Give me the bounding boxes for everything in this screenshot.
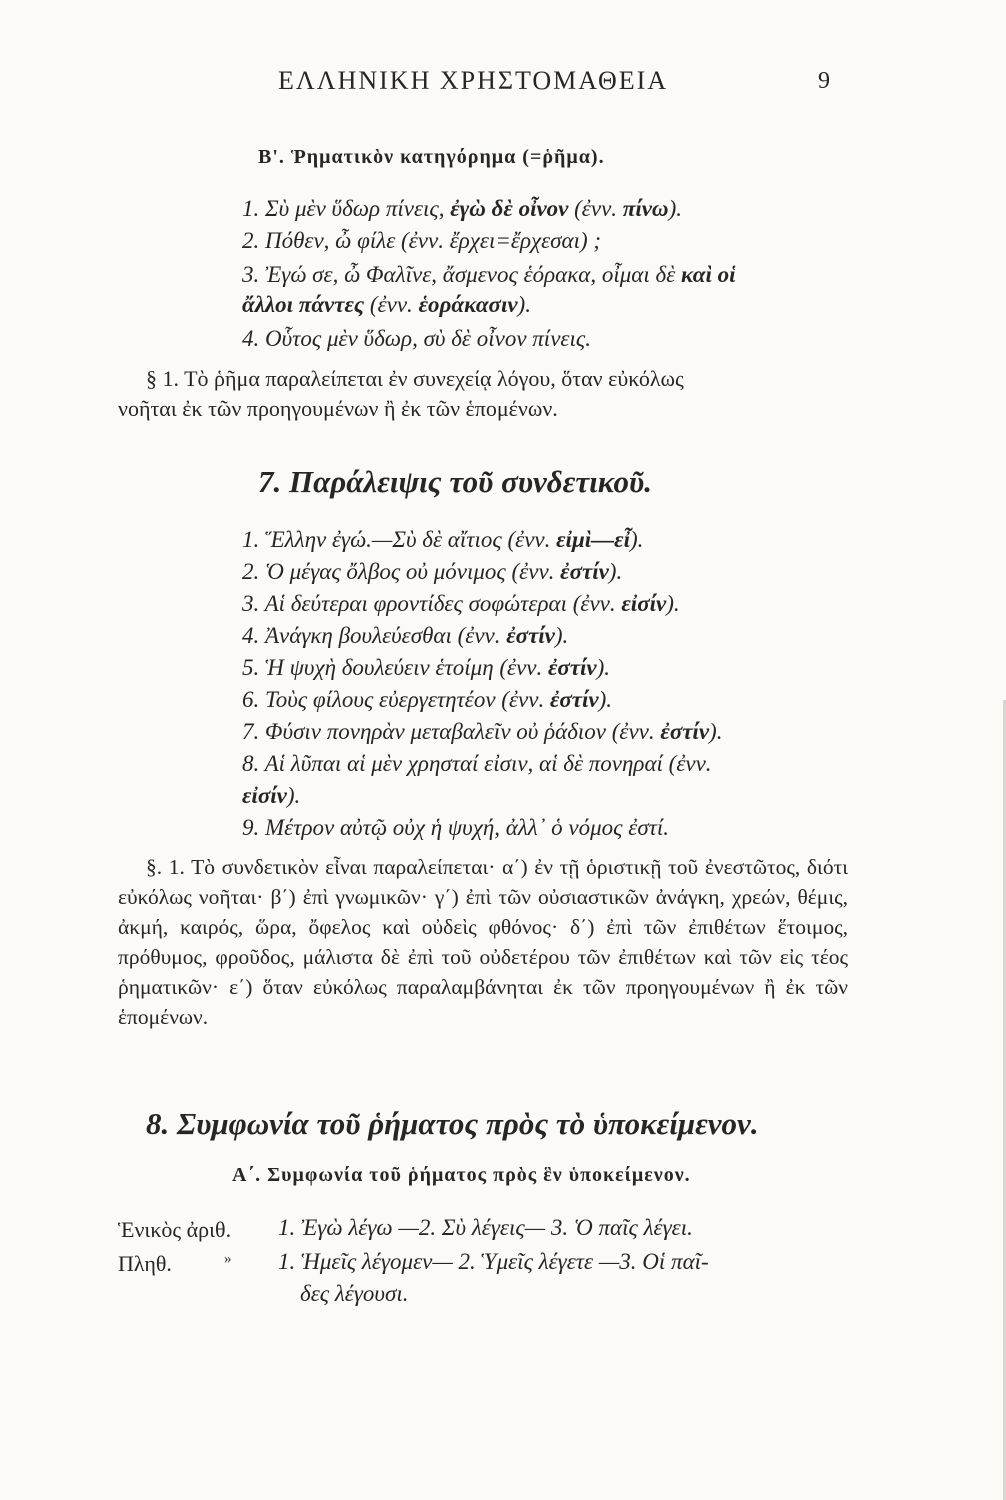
example-end: ). bbox=[666, 591, 680, 616]
example-end: ). bbox=[554, 623, 569, 648]
example-text: 2. Πόθεν, ὦ φίλε (ἐνν. ἔρχει=ἔρχεσαι) ; bbox=[242, 228, 602, 253]
example-line bbox=[242, 623, 568, 649]
example-text: 1. Ἕλλην ἐγώ.—Σὺ δὲ αἴτιος (ἐνν. bbox=[242, 527, 557, 552]
conjugation-line: 1. Ἐγὼ λέγω —2. Σὺ λέγεις— 3. Ὁ παῖς λέγει. bbox=[278, 1215, 693, 1240]
section-8-heading: 8. Συμφωνία τοῦ ῥήματος πρὸς τὸ ὑποκείμενον. bbox=[146, 1106, 759, 1141]
example-end: ). bbox=[517, 292, 531, 317]
conjugation-line: 1. Ἡμεῖς λέγομεν— 2. Ὑμεῖς λέγετε —3. Οἱ παῖ- bbox=[278, 1249, 709, 1274]
example-text: 3. Αἱ δεύτεραι φροντίδες σοφώτεραι (ἐνν. bbox=[242, 591, 622, 616]
rule-number: § 1. bbox=[146, 366, 179, 391]
example-text: 6. Τοὺς φίλους εὐεργετητέον (ἐνν. bbox=[242, 687, 550, 712]
ditto-mark: » bbox=[224, 1251, 232, 1267]
example-line bbox=[242, 655, 610, 681]
example-end: ). bbox=[709, 719, 723, 744]
example-text: 4. Ἀνάγκη βουλεύεσθαι (ἐνν. bbox=[242, 623, 507, 648]
example-end: ). bbox=[608, 559, 623, 584]
example-line bbox=[242, 292, 531, 318]
example-emphasis: ἐστίν bbox=[506, 623, 555, 648]
page-number: 9 bbox=[818, 68, 830, 94]
example-line bbox=[242, 719, 722, 745]
example-text: 1. Σὺ μὲν ὕδωρ πίνεις, bbox=[242, 196, 451, 221]
example-line bbox=[242, 783, 300, 809]
example-line bbox=[242, 815, 669, 841]
example-text: 5. Ἡ ψυχὴ δουλεύειν ἑτοίμη (ἐνν. bbox=[242, 655, 548, 680]
example-emphasis: καὶ οἱ bbox=[681, 262, 736, 287]
example-emphasis: ἄλλοι πάντες bbox=[242, 292, 365, 317]
example-text: 9. Μέτρον αὐτῷ οὐχ ἡ ψυχή, ἀλλ᾽ ὁ νόμος ἐστί. bbox=[242, 815, 670, 840]
example-emphasis: ἐστίν bbox=[549, 687, 599, 712]
example-end: ). bbox=[286, 783, 301, 808]
example-line bbox=[242, 527, 643, 553]
section-8a-subheading: Α΄. Συμφωνία τοῦ ῥήματος πρὸς ἓν ὑποκείμενον. bbox=[232, 1164, 691, 1186]
example-end: ). bbox=[596, 655, 611, 680]
example-emphasis: ἐγὼ δὲ οἶνον bbox=[450, 196, 569, 221]
rule-paragraph-cont: νοῆται ἐκ τῶν προηγουμένων ἢ ἐκ τῶν ἑπομένων. bbox=[118, 396, 558, 421]
example-line bbox=[242, 196, 682, 222]
conjugation-line-cont: δες λέγουσι. bbox=[300, 1281, 409, 1306]
example-note: (ἐνν. bbox=[568, 196, 623, 221]
example-end: ). bbox=[668, 196, 682, 221]
example-line bbox=[242, 559, 622, 585]
example-line bbox=[242, 687, 612, 713]
section-7-heading: 7. Παράλειψις τοῦ συνδετικοῦ. bbox=[258, 464, 652, 499]
example-text: 4. Οὗτος μὲν ὕδωρ, σὺ δὲ οἶνον πίνεις. bbox=[242, 326, 591, 351]
example-end: ). bbox=[629, 527, 644, 552]
example-line bbox=[242, 262, 736, 288]
rule-paragraph bbox=[146, 366, 684, 392]
number-label: Πληθ. bbox=[118, 1251, 172, 1276]
example-emphasis: εἰμὶ—εἶ bbox=[556, 527, 630, 552]
running-title: ΕΛΛΗΝΙΚΗ ΧΡΗΣΤΟΜΑΘΕΙΑ bbox=[278, 66, 669, 95]
number-label: Ἑνικὸς ἀριθ. bbox=[118, 1217, 232, 1242]
section-b-heading: B'. Ῥηματικὸν κατηγόρημα (=ῥῆμα). bbox=[258, 146, 605, 168]
example-text: 8. Αἱ λῦπαι αἱ μὲν χρησταί εἰσιν, αἱ δὲ πονηραί (ἐνν. bbox=[242, 751, 712, 776]
example-emphasis: ἐστίν bbox=[548, 655, 597, 680]
example-emphasis: εἰσίν bbox=[621, 591, 667, 616]
page-header bbox=[0, 66, 1006, 100]
example-emphasis: εἰσίν bbox=[242, 783, 287, 808]
example-line bbox=[242, 326, 591, 352]
example-line bbox=[242, 591, 680, 617]
example-note: (ἐνν. bbox=[364, 292, 419, 317]
example-emphasis: πίνω bbox=[622, 196, 669, 221]
example-emphasis: ἑοράκασιν bbox=[418, 292, 518, 317]
example-text: 2. Ὁ μέγας ὄλβος οὐ μόνιμος (ἐνν. bbox=[242, 559, 561, 584]
example-end: ). bbox=[598, 687, 613, 712]
example-emphasis: ἐστίν bbox=[560, 559, 609, 584]
example-line bbox=[242, 228, 601, 254]
example-text: 7. Φύσιν πονηρὰν μεταβαλεῖν οὐ ῥάδιον (ἐνν. bbox=[242, 719, 661, 744]
example-emphasis: ἐστίν bbox=[660, 719, 710, 744]
example-text: 3. Ἐγώ σε, ὦ Φαλῖνε, ἄσμενος ἑόρακα, οἶμαι δὲ bbox=[242, 262, 682, 287]
rule-text: Τὸ ῥῆμα παραλείπεται ἐν συνεχείᾳ λόγου, ὅταν εὐκόλως bbox=[184, 366, 684, 391]
example-line bbox=[242, 751, 712, 777]
rule-paragraph: §. 1. Τὸ συνδετικὸν εἶναι παραλείπεται· α΄) ἐν τῇ ὁριστικῇ τοῦ ἐνεστῶτος, διότι εὐκόλως νοῆται· β΄) ἐπὶ γνωμικῶν· γ΄) ἐπὶ τῶν οὐσιαστικῶν ἀνάγκη, χρεών, θέμις, ἀκμή, καιρός, ὥρα, ὄφελος καὶ οὐδεὶς φθόνος· δ΄) ἐπὶ τῶν ἐπιθέτων ἕτοιμος, πρόθυμος, φροῦδος, μάλιστα δὲ ἐπὶ τοῦ οὐδετέρου τῶν ἐπιθέτων καὶ τῶν εἰς τέος ῥηματικῶν· ε΄) ὅταν εὐκόλως παραλαμβάνηται ἐκ τῶν προηγουμένων ἢ ἐκ τῶν ἑπομένων. bbox=[118, 855, 848, 1029]
